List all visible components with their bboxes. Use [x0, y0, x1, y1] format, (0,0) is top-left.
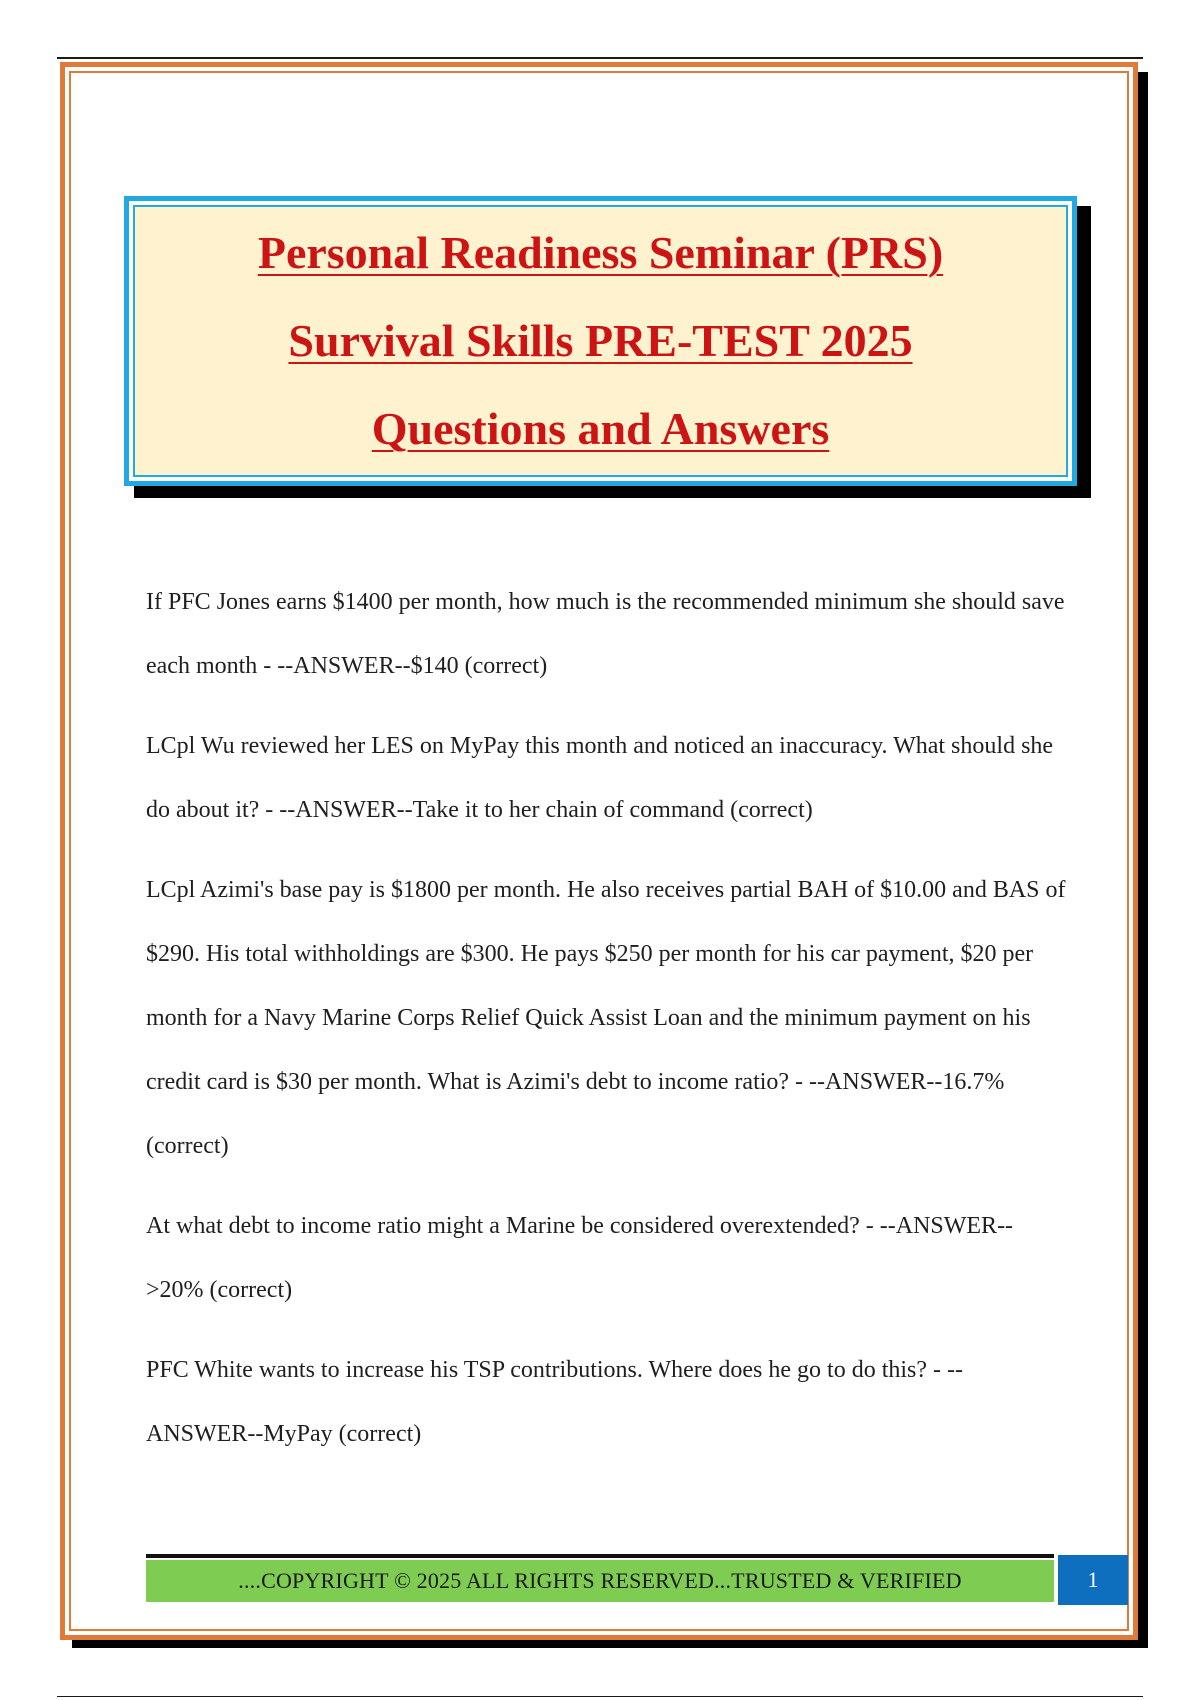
- question-answer-5: PFC White wants to increase his TSP contributions. Where does he go to do this? - --ANSWER--MyPay (correct): [146, 1357, 964, 1447]
- bottom-rule: [57, 1696, 1143, 1697]
- question-answer-1: If PFC Jones earns $1400 per month, how much is the recommended minimum she should save each month - --ANSWER--$140 (correct): [146, 589, 1065, 679]
- title-line-3: Questions and Answers: [371, 403, 830, 454]
- question-answer-3: LCpl Azimi's base pay is $1800 per month. He also receives partial BAH of $10.00 and BAS of $290. His total withholdings are $300. He pays $250 per month for his car payment, $20 per month for a Navy Marine Corps Relief Quick Assist Loan and the minimum payment on his credit card is $30 per month. What is Azimi's debt to income ratio? - --ANSWER--16.7% (correct): [146, 877, 1066, 1159]
- title-box: [124, 196, 1077, 486]
- page-number: 1: [1058, 1555, 1128, 1605]
- title-box-inner: [133, 205, 1068, 477]
- question-answer-2: LCpl Wu reviewed her LES on MyPay this month and noticed an inaccuracy. What should she do about it? - --ANSWER--Take it to her chain of command (correct): [146, 733, 1054, 823]
- question-answer-4: At what debt to income ratio might a Marine be considered overextended? - --ANSWER-->20% (correct): [146, 1213, 1014, 1303]
- title-line-2: Survival Skills PRE-TEST 2025: [288, 315, 913, 366]
- copyright-text: ....COPYRIGHT © 2025 ALL RIGHTS RESERVED...TRUSTED & VERIFIED: [238, 1568, 962, 1593]
- top-rule: [57, 57, 1143, 59]
- question-answer-list: [146, 570, 1066, 1482]
- footer-rule: [146, 1554, 1054, 1558]
- title-line-1: Personal Readiness Seminar (PRS): [257, 227, 944, 278]
- footer-bar: [146, 1560, 1054, 1602]
